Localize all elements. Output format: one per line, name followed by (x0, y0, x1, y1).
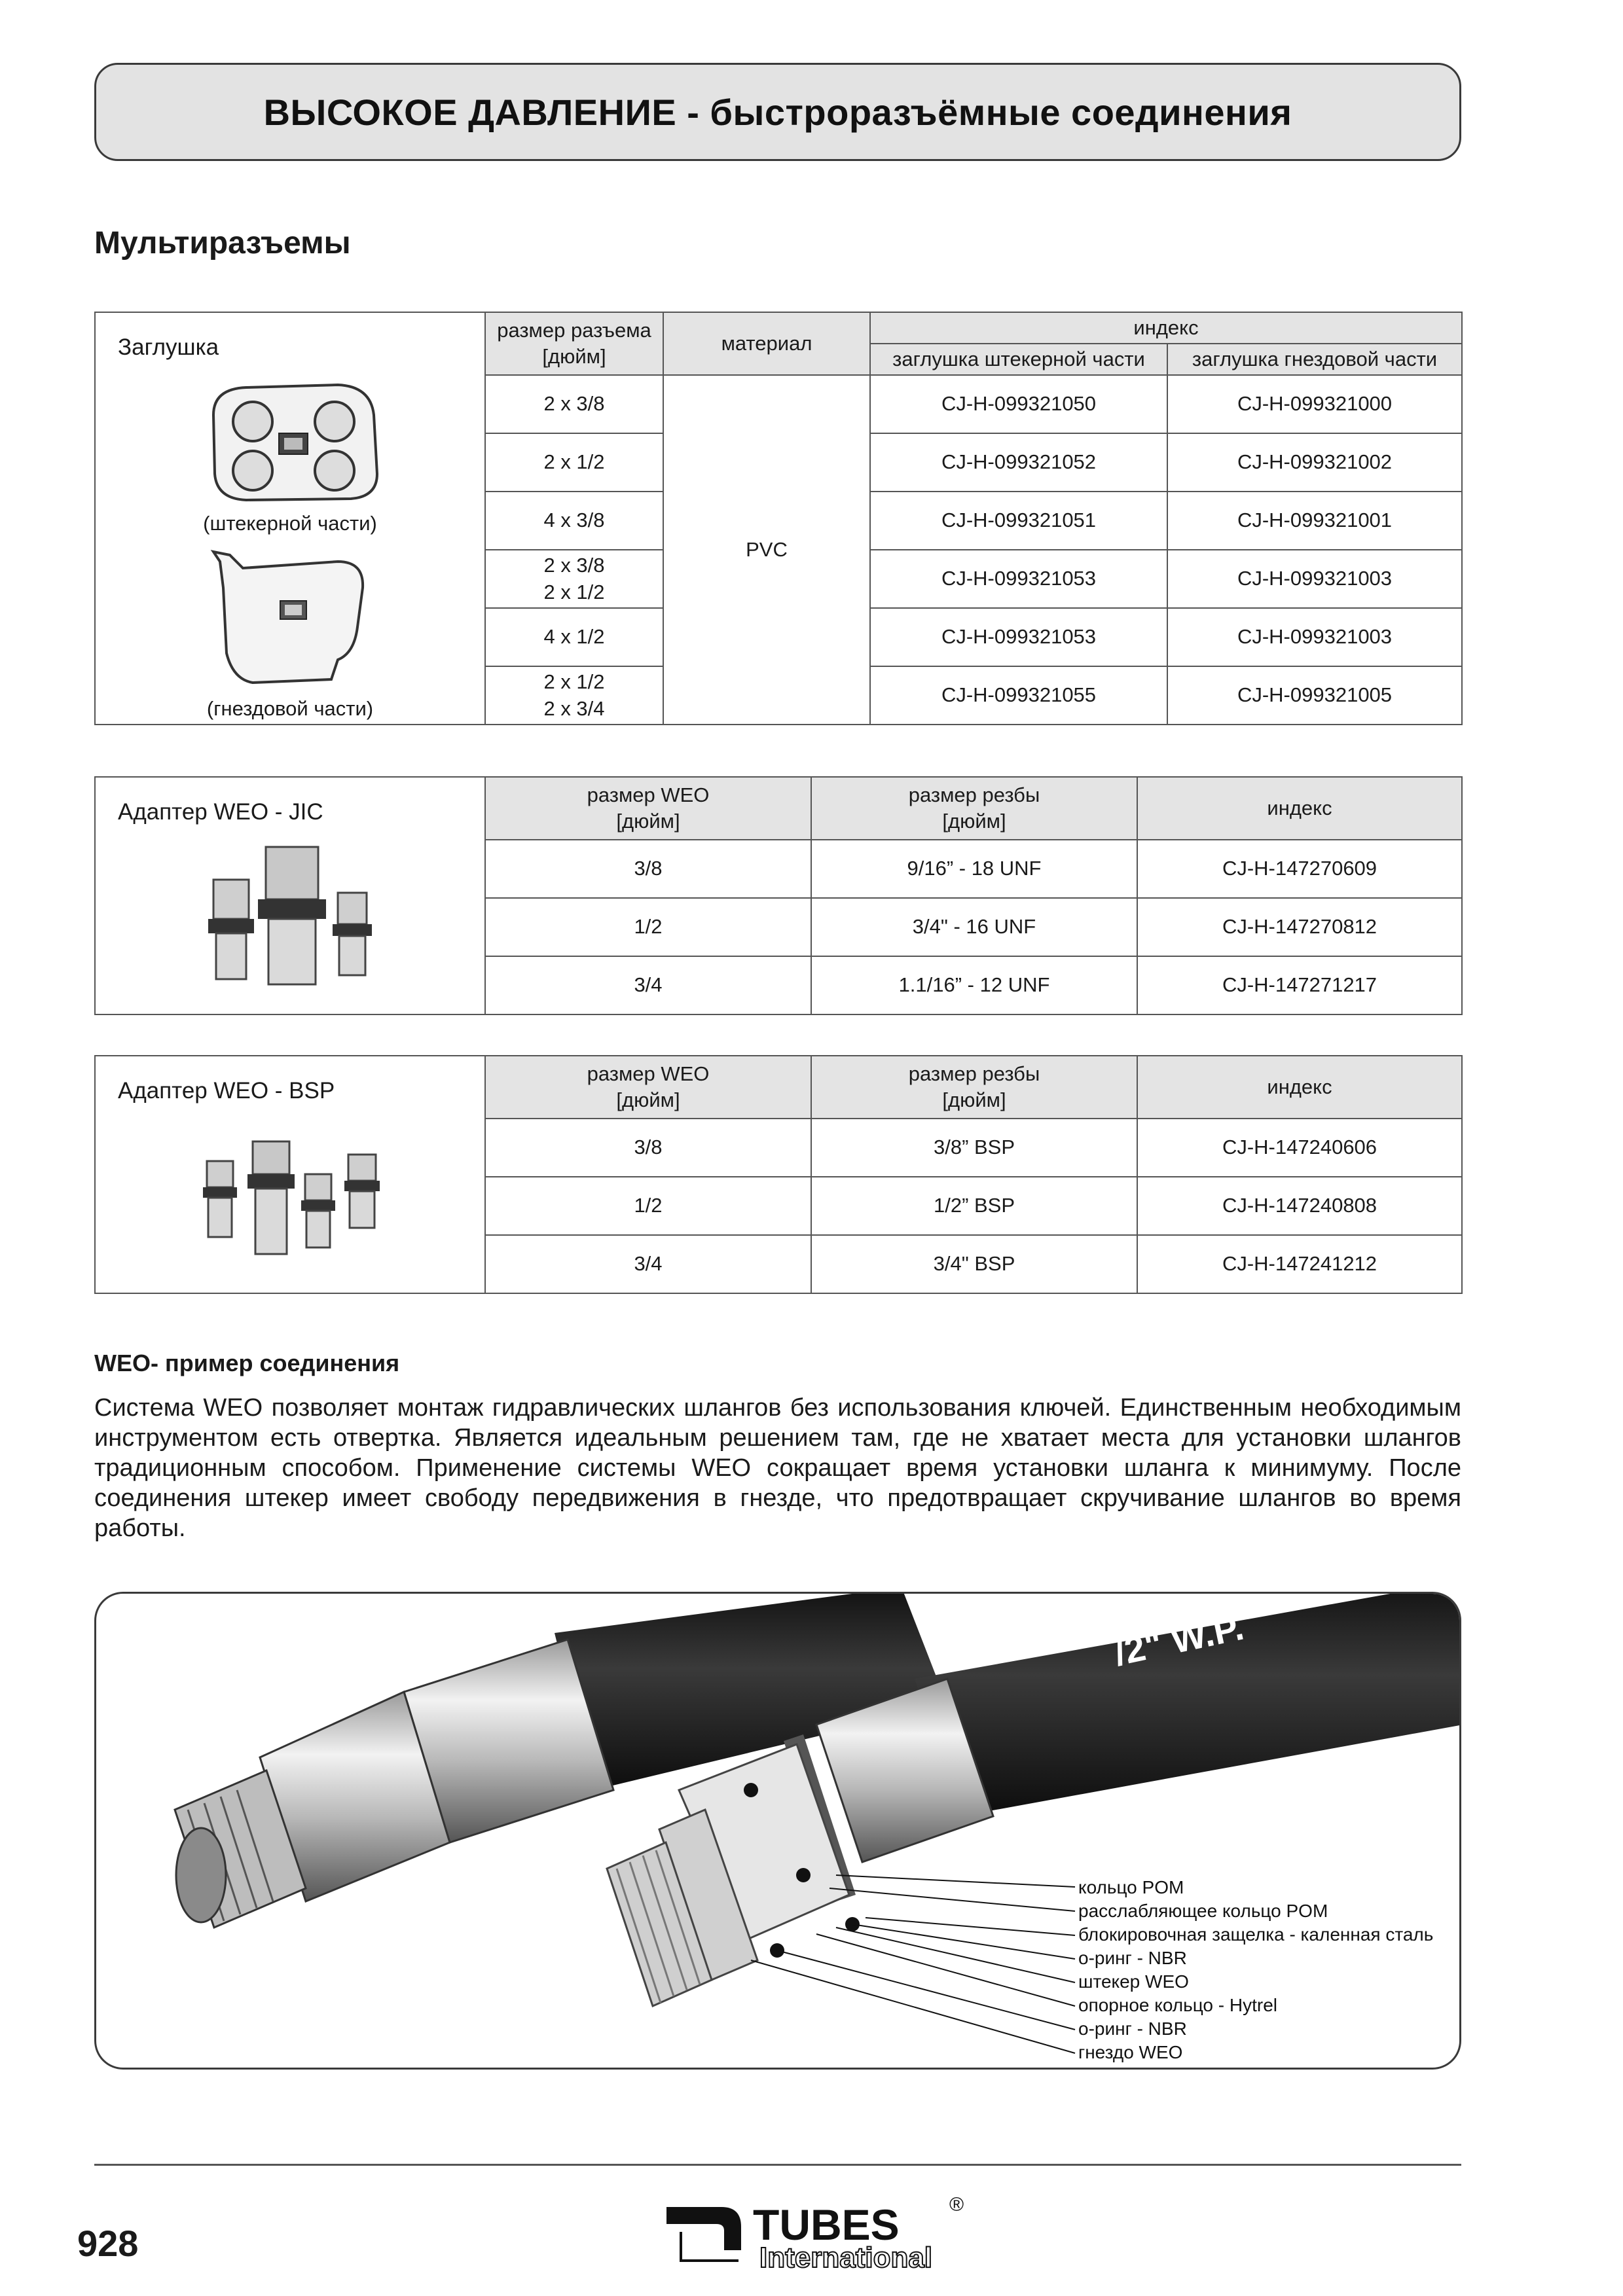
table-cell-thread: 3/4" BSP (811, 1235, 1137, 1293)
table-cell-weo: 3/4 (485, 1235, 811, 1293)
female-plug-image (207, 548, 377, 686)
index-header: индекс (1137, 777, 1462, 840)
jic-name-cell (95, 777, 485, 1014)
legend-item: опорное кольцо - Hytrel (1078, 1995, 1278, 2015)
table-cell-thread: 3/4" - 16 UNF (811, 898, 1137, 956)
bsp-adapter-table (94, 1055, 1463, 1294)
weo-size-header: размер WEO [дюйм] (485, 1056, 811, 1119)
table-cell-thread: 1.1/16” - 12 UNF (811, 956, 1137, 1014)
table-row-size: 2 x 1/2 (485, 433, 663, 492)
plug-name-cell (95, 312, 485, 725)
logo-main-text: TUBES (753, 2200, 900, 2249)
legend-item: кольцо POM (1078, 1877, 1184, 1897)
page-number: 928 (77, 2223, 139, 2264)
bsp-adapter-image (194, 1135, 403, 1266)
size-header: размер разъема [дюйм] (485, 312, 663, 375)
material-header: материал (663, 312, 870, 375)
table-cell-male-index: CJ-H-099321050 (870, 375, 1167, 433)
table-cell-weo: 3/8 (485, 1119, 811, 1177)
table-cell-thread: 9/16” - 18 UNF (811, 840, 1137, 898)
female-plug-caption: (гнездовой части) (206, 697, 374, 720)
material-value: PVC (663, 375, 870, 725)
weo-example-heading: WEO- пример соединения (94, 1350, 400, 1376)
thread-size-header: размер резбы [дюйм] (811, 777, 1137, 840)
logo-registered-mark: ® (949, 2194, 964, 2215)
table-row-size: 2 x 1/2 2 x 3/4 (485, 666, 663, 725)
table-cell-weo: 1/2 (485, 1177, 811, 1235)
table-cell-female-index: CJ-H-099321000 (1167, 375, 1462, 433)
page-title: ВЫСОКОЕ ДАВЛЕНИЕ - быстроразъёмные соединения (263, 91, 1292, 133)
page-title-box (94, 63, 1461, 161)
table-cell-male-index: CJ-H-099321055 (870, 666, 1167, 725)
table-cell-index: CJ-H-147270609 (1137, 840, 1462, 898)
weo-connection-diagram (94, 1592, 1461, 2070)
table-row-size: 2 x 3/8 2 x 1/2 (485, 550, 663, 608)
table-cell-index: CJ-H-147271217 (1137, 956, 1462, 1014)
tubes-international-logo (661, 2179, 976, 2271)
table-cell-weo: 1/2 (485, 898, 811, 956)
table-cell-index: CJ-H-147270812 (1137, 898, 1462, 956)
table-cell-female-index: CJ-H-099321005 (1167, 666, 1462, 725)
table-cell-male-index: CJ-H-099321053 (870, 550, 1167, 608)
section-title: Мультиразъемы (94, 226, 351, 260)
logo-mark-icon (666, 2207, 741, 2250)
bsp-name: Адаптер WEO - BSP (118, 1078, 335, 1103)
logo-sub-text: International (759, 2242, 933, 2271)
table-cell-male-index: CJ-H-099321052 (870, 433, 1167, 492)
jic-adapter-image (200, 840, 397, 991)
table-cell-female-index: CJ-H-099321003 (1167, 608, 1462, 666)
weo-example-paragraph: Система WEO позволяет монтаж гидравлических шлангов без использования ключей. Единственным необходимым инструментом есть отвертка. Является идеальным решением там, где не хватает места для установки шлангов традиционным способом. Применение системы WEO сокращает время установки шланга к минимуму. После соединения штекер имеет свободу передвижения в гнезде, что предотвращает скручивание шлангов во время работы. (94, 1394, 1461, 1542)
table-row-size: 4 x 3/8 (485, 492, 663, 550)
bsp-name-cell (95, 1056, 485, 1293)
table-cell-female-index: CJ-H-099321002 (1167, 433, 1462, 492)
index-female-header: заглушка гнездовой части (1167, 344, 1462, 375)
table-cell-female-index: CJ-H-099321003 (1167, 550, 1462, 608)
index-header: индекс (870, 312, 1462, 344)
table-cell-thread: 3/8” BSP (811, 1119, 1137, 1177)
table-cell-female-index: CJ-H-099321001 (1167, 492, 1462, 550)
table-cell-weo: 3/4 (485, 956, 811, 1014)
table-row-size: 4 x 1/2 (485, 608, 663, 666)
legend-item: блокировочная защелка - каленная сталь (1078, 1924, 1434, 1945)
legend-item: гнездо WEO (1078, 2042, 1183, 2062)
table-cell-index: CJ-H-147240606 (1137, 1119, 1462, 1177)
legend-item: штекер WEO (1078, 1971, 1189, 1992)
plug-table (94, 312, 1463, 725)
table-cell-index: CJ-H-147241212 (1137, 1235, 1462, 1293)
footer-divider (94, 2164, 1461, 2166)
legend-item: о-ринг - NBR (1078, 1948, 1187, 1968)
hose-print: /2" W.P. (1110, 1605, 1247, 1674)
index-male-header: заглушка штекерной части (870, 344, 1167, 375)
table-cell-thread: 1/2” BSP (811, 1177, 1137, 1235)
jic-name: Адаптер WEO - JIC (118, 799, 323, 825)
table-cell-male-index: CJ-H-099321053 (870, 608, 1167, 666)
legend-item: расслабляющее кольцо POM (1078, 1901, 1328, 1921)
index-header: индекс (1137, 1056, 1462, 1119)
legend-item: о-ринг - NBR (1078, 2018, 1187, 2039)
weo-size-header: размер WEO [дюйм] (485, 777, 811, 840)
table-cell-male-index: CJ-H-099321051 (870, 492, 1167, 550)
male-plug-caption: (штекерной части) (203, 512, 377, 535)
male-plug-image (187, 376, 397, 507)
thread-size-header: размер резбы [дюйм] (811, 1056, 1137, 1119)
jic-adapter-table (94, 776, 1463, 1015)
table-cell-index: CJ-H-147240808 (1137, 1177, 1462, 1235)
table-cell-weo: 3/8 (485, 840, 811, 898)
plug-name: Заглушка (118, 334, 219, 360)
table-row-size: 2 x 3/8 (485, 375, 663, 433)
